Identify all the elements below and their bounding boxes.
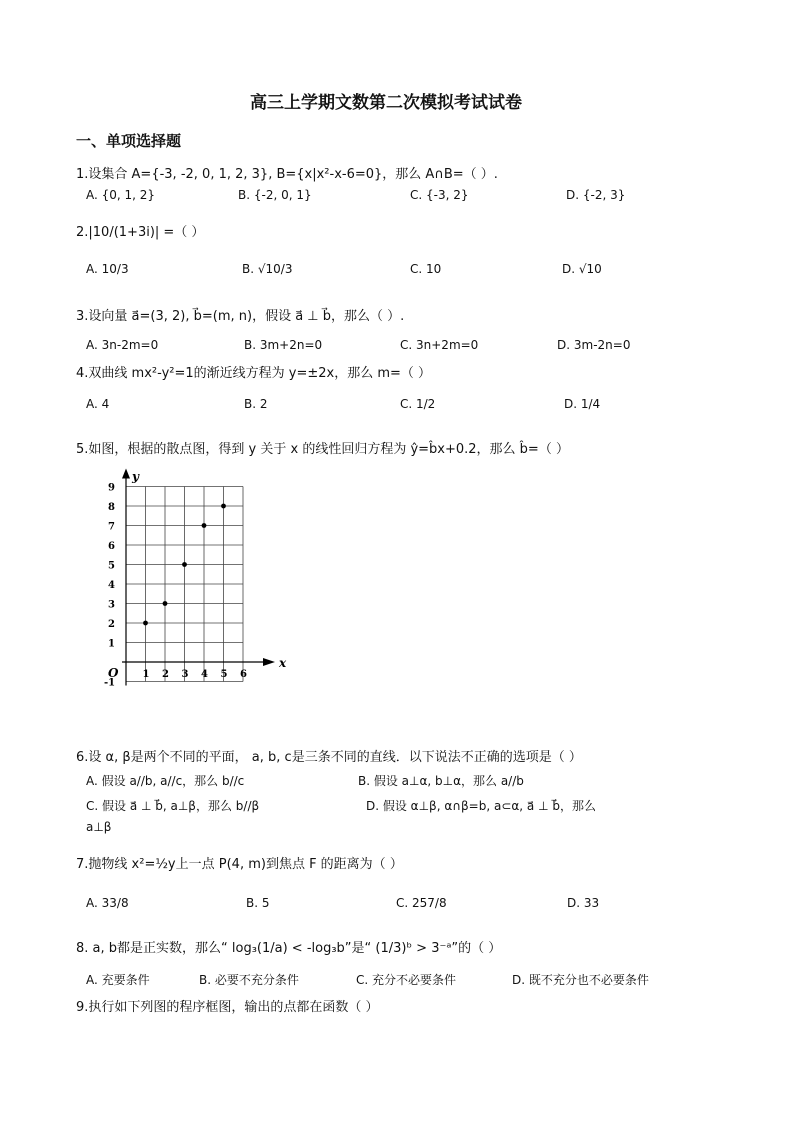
question-9: 9.执行如下列图的程序框图，输出的点都在函数（ ）: [76, 1000, 379, 1015]
q4-option-a: A. 4: [86, 397, 110, 411]
question-1-text: 1.设集合 A={-3, -2, 0, 1, 2, 3}, B={x|x²-x-6=0}，那么 A∩B=（ ）.: [76, 167, 498, 182]
x-tick-label: 6: [240, 669, 247, 680]
question-5: 5.如图，根据的散点图，得到 y 关于 x 的线性回归方程为 ŷ=b̂x+0.2，那么 b̂=（ ）: [76, 442, 569, 457]
x-tick-label: 5: [220, 669, 228, 680]
q2-option-c: C. 10: [410, 262, 442, 276]
question-8: 8. a, b都是正实数，那么“ log₃(1/a) < -log₃b”是“ (1/3)ᵇ > 3⁻ᵃ”的（ ）: [76, 941, 502, 956]
q7-option-a: A. 33/8: [86, 896, 129, 910]
data-point: [202, 523, 207, 528]
q6-option-d: D. 假设 α⊥β, α∩β=b, a⊂α, a⃗ ⊥ b⃗，那么: [366, 799, 596, 813]
question-3: 3.设向量 a⃗=(3, 2), b⃗=(m, n)，假设 a⃗ ⊥ b⃗，那么（ ）.: [76, 309, 405, 324]
y-tick-label: 5: [108, 560, 115, 572]
q2-option-a: A. 10/3: [86, 262, 129, 276]
q6-option-b: B. 假设 a⊥α, b⊥α，那么 a//b: [358, 774, 524, 788]
x-axis-arrow: [263, 658, 275, 666]
q8-option-c: C. 充分不必要条件: [356, 973, 457, 987]
q1-option-d: D. {-2, 3}: [566, 188, 626, 202]
data-point: [182, 562, 187, 567]
question-2: 2.|10/(1+3i)| =（ ）: [76, 225, 205, 240]
page-title: 高三上学期文数第二次模拟考试试卷: [250, 93, 522, 113]
y-tick-label: 8: [108, 502, 115, 513]
q8-option-d: D. 既不充分也不必要条件: [512, 973, 649, 987]
y-tick-label: 7: [108, 521, 115, 533]
q3-option-d: D. 3m-2n=0: [557, 338, 631, 352]
question-1: [76, 163, 498, 182]
section-heading: 一、单项选择题: [76, 132, 182, 150]
x-tick-label: 2: [162, 669, 169, 680]
q4-option-b: B. 2: [244, 397, 268, 411]
q2-option-d: D. √10: [562, 262, 602, 276]
q1-option-b: B. {-2, 0, 1}: [238, 188, 312, 202]
q6-option-c: C. 假设 a⃗ ⊥ b⃗, a⊥β，那么 b//β: [86, 799, 260, 813]
y-tick-label: 1: [108, 638, 115, 650]
q3-option-b: B. 3m+2n=0: [244, 338, 323, 352]
q6-option-d-cont: a⊥β: [86, 820, 112, 834]
q1-option-a: A. {0, 1, 2}: [86, 188, 156, 202]
data-point: [163, 601, 168, 606]
q4-option-c: C. 1/2: [400, 397, 436, 411]
neg-tick-label: -1: [104, 677, 116, 689]
x-axis-label: x: [279, 656, 287, 670]
question-6: 6.设 α, β是两个不同的平面， a, b, c是三条不同的直线．以下说法不正确的选项是（ ）: [76, 750, 582, 765]
y-tick-label: 9: [108, 482, 115, 494]
q1-option-c: C. {-3, 2}: [410, 188, 469, 202]
q7-option-c: C. 257/8: [396, 896, 447, 910]
x-tick-label: 1: [142, 669, 150, 680]
data-point: [221, 504, 226, 509]
q6-option-a: A. 假设 a//b, a//c，那么 b//c: [86, 774, 245, 788]
q2-option-b: B. √10/3: [242, 262, 293, 276]
y-tick-label: 2: [108, 619, 115, 630]
question-4: 4.双曲线 mx²-y²=1的渐近线方程为 y=±2x，那么 m=（ ）: [76, 366, 432, 381]
y-tick-label: 4: [108, 580, 115, 591]
y-tick-label: 6: [108, 541, 115, 552]
q3-option-a: A. 3n-2m=0: [86, 338, 159, 352]
y-axis-label: y: [132, 469, 139, 484]
origin-label: O: [108, 666, 119, 680]
q8-option-b: B. 必要不充分条件: [199, 973, 299, 987]
y-axis-arrow: [122, 469, 130, 479]
x-tick-label: 3: [181, 669, 189, 680]
x-tick-label: 4: [201, 669, 208, 680]
q7-option-b: B. 5: [246, 896, 270, 910]
q8-option-a: A. 充要条件: [86, 973, 150, 987]
q7-option-d: D. 33: [567, 896, 600, 910]
q3-option-c: C. 3n+2m=0: [400, 338, 479, 352]
data-point: [143, 621, 148, 626]
question-7: 7.抛物线 x²=½y上一点 P(4, m)到焦点 F 的距离为（ ）: [76, 857, 403, 872]
scatter-plot: [96, 469, 296, 693]
y-tick-label: 3: [108, 599, 115, 611]
q4-option-d: D. 1/4: [564, 397, 601, 411]
